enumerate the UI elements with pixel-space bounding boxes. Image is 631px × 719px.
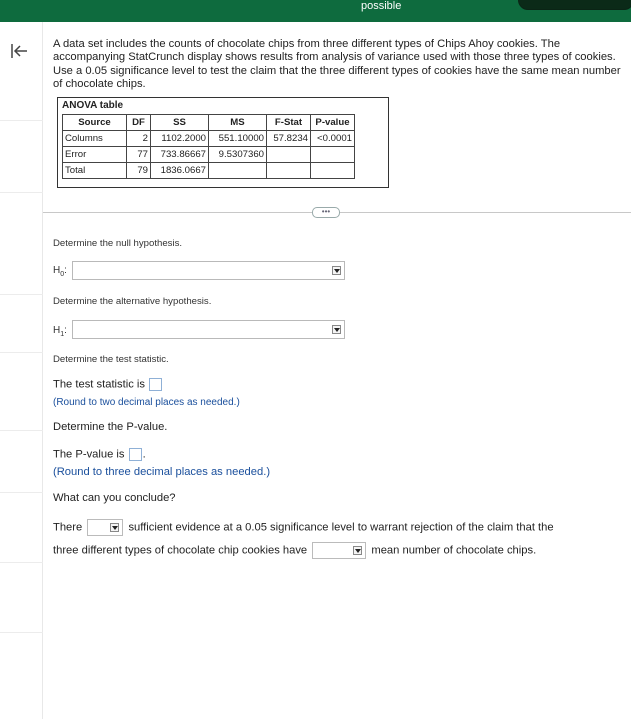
- anova-table-display: [57, 97, 389, 188]
- submit-test-button[interactable]: [518, 0, 631, 10]
- table-cell: 733.86667: [151, 147, 209, 163]
- table-row: [63, 147, 355, 163]
- test-statistic-prompt: Determine the test statistic.: [53, 354, 169, 365]
- table-cell: 551.10000: [209, 131, 267, 147]
- conclusion-line-2: [53, 542, 536, 559]
- more-options-button[interactable]: •••: [312, 207, 340, 218]
- table-cell: Total: [63, 163, 127, 179]
- column-header: F-Stat: [267, 115, 311, 131]
- column-header: Source: [63, 115, 127, 131]
- column-header: SS: [151, 115, 209, 131]
- table-cell: 1102.2000: [151, 131, 209, 147]
- question-text: A data set includes the counts of chocolate chips from three different types of Chips Ahoy cookies. The accompanying StatCrunch display shows results from analysis of variance used with those three types of cookies. Use a 0.05 significance level to test the claim that the three different types of cookies have the same mean number of chocolate chips.: [53, 38, 621, 90]
- evidence-dropdown[interactable]: [87, 519, 123, 536]
- test-statistic-hint: (Round to two decimal places as needed.): [53, 397, 240, 408]
- rail-divider: [0, 562, 43, 563]
- h1-colon: :: [64, 325, 67, 336]
- conclusion-line-1: [53, 519, 554, 536]
- null-hypothesis-dropdown[interactable]: [72, 261, 345, 280]
- table-cell: [267, 163, 311, 179]
- table-row: [63, 131, 355, 147]
- conclusion-part1: There: [53, 521, 83, 534]
- h0-colon: :: [64, 265, 67, 276]
- pvalue-period: .: [142, 448, 146, 461]
- chevron-down-icon: [332, 266, 341, 275]
- pvalue-input[interactable]: [129, 448, 142, 461]
- rail-divider: [0, 120, 43, 121]
- anova-title: ANOVA table: [62, 100, 124, 111]
- rail-divider: [0, 294, 43, 295]
- rail-divider: [0, 430, 43, 431]
- rail-divider: [0, 632, 43, 633]
- table-cell: [267, 147, 311, 163]
- table-cell: 2: [127, 131, 151, 147]
- table-cell: 77: [127, 147, 151, 163]
- pvalue-text: The P-value is: [53, 448, 125, 461]
- column-header: DF: [127, 115, 151, 131]
- chevron-down-icon: [110, 523, 119, 532]
- test-statistic-text: The test statistic is: [53, 378, 146, 391]
- pvalue-prompt: Determine the P-value.: [53, 421, 168, 433]
- rail-divider: [0, 492, 43, 493]
- table-cell: 1836.0667: [151, 163, 209, 179]
- top-bar: [0, 0, 631, 22]
- conclusion-part2: sufficient evidence at a 0.05 significance level to warrant rejection of the claim that the: [128, 521, 554, 534]
- rail-divider: [0, 192, 43, 193]
- table-cell: [311, 163, 355, 179]
- status-text: possible: [361, 0, 402, 12]
- conclusion-part3: three different types of chocolate chip cookies have: [53, 544, 308, 557]
- pvalue-line: [53, 448, 146, 461]
- h1-subscript: 1: [60, 331, 65, 338]
- h0-letter: H: [53, 265, 61, 276]
- table-row: [63, 163, 355, 179]
- column-header: P-value: [311, 115, 355, 131]
- table-cell: 79: [127, 163, 151, 179]
- anova-table: [62, 114, 355, 179]
- table-cell: [311, 147, 355, 163]
- table-cell: [209, 163, 267, 179]
- alternative-hypothesis-dropdown[interactable]: [72, 320, 345, 339]
- test-statistic-input[interactable]: [149, 378, 162, 391]
- pvalue-hint: (Round to three decimal places as needed.): [53, 466, 271, 478]
- chevron-down-icon: [332, 325, 341, 334]
- left-rail: [0, 22, 43, 719]
- null-hypothesis-prompt: Determine the null hypothesis.: [53, 238, 183, 249]
- h0-label: [53, 265, 67, 278]
- column-header: MS: [209, 115, 267, 131]
- table-cell: Columns: [63, 131, 127, 147]
- chevron-down-icon: [353, 546, 362, 555]
- conclusion-prompt: What can you conclude?: [53, 492, 176, 504]
- h1-label: [53, 325, 67, 338]
- table-cell: <0.0001: [311, 131, 355, 147]
- mean-comparison-dropdown[interactable]: [312, 542, 366, 559]
- rail-divider: [0, 352, 43, 353]
- test-statistic-line: [53, 378, 163, 391]
- table-cell: Error: [63, 147, 127, 163]
- table-header-row: [63, 115, 355, 131]
- table-cell: 57.8234: [267, 131, 311, 147]
- h0-subscript: 0: [60, 271, 65, 278]
- alternative-hypothesis-prompt: Determine the alternative hypothesis.: [53, 296, 212, 307]
- conclusion-part4: mean number of chocolate chips.: [371, 544, 537, 557]
- collapse-left-icon[interactable]: [9, 42, 29, 60]
- h1-letter: H: [53, 325, 61, 336]
- table-cell: 9.5307360: [209, 147, 267, 163]
